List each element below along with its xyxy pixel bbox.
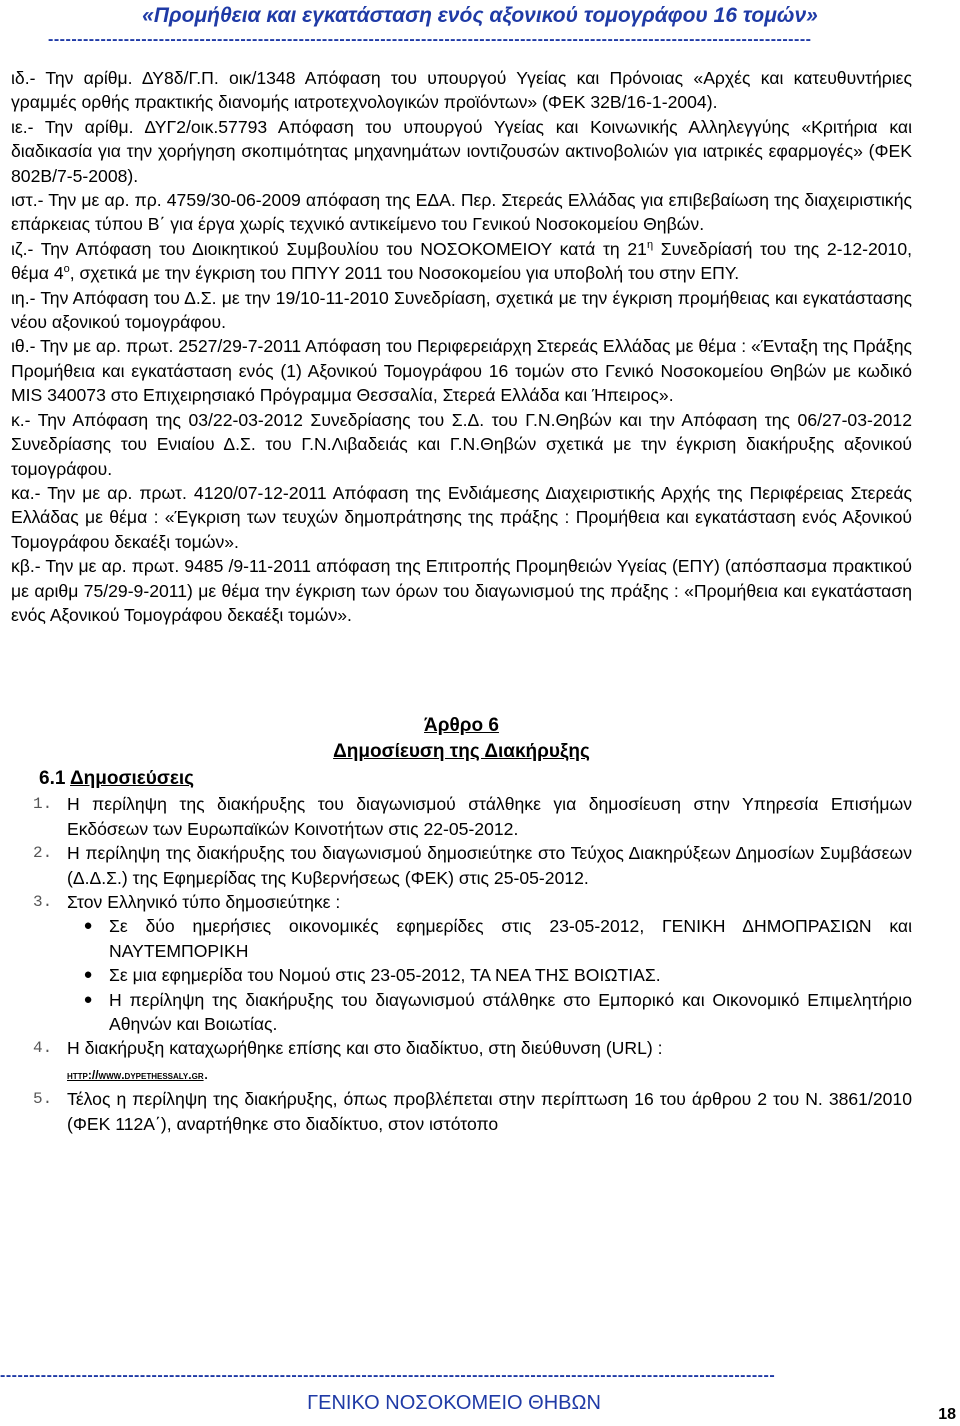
- list-item-text: Στον Ελληνικό τύπο δημοσιεύτηκε :: [67, 891, 341, 912]
- bullet-text: Η περίληψη της διακήρυξης του διαγωνισμού στάλθηκε στο Εμπορικό και Οικονομικό Επιμελητήριο Αθηνών και Βοιωτίας.: [109, 989, 912, 1034]
- section-number: 6.1: [39, 768, 66, 790]
- list-item: [11, 1087, 912, 1136]
- bullet-item: [11, 988, 912, 1037]
- bullet-item: [11, 963, 912, 987]
- header-divider: -----------------------------------------------------------------------------------------------------------------------------------: [48, 32, 812, 48]
- document-body: [11, 66, 912, 1136]
- footer-text: ΓΕΝΙΚΟ ΝΟΣΟΚΟΜΕΙΟ ΘΗΒΩΝ: [307, 1392, 601, 1414]
- list-number: 2.: [33, 844, 53, 863]
- list-item-text: Η διακήρυξη καταχωρήθηκε επίσης και στο διαδίκτυο, στη διεύθυνση (URL) :: [67, 1038, 663, 1059]
- bullet-item: [11, 914, 912, 963]
- page-number: 18: [938, 1406, 956, 1423]
- list-item-text: Η περίληψη της διακήρυξης του διαγωνισμού δημοσιεύτηκε στο Τεύχος Διακηρύξεων Δημοσίων Συμβάσεων (Δ.Δ.Σ.) της Εφημερίδας της Κυβερνήσεως (ΦΕΚ) στις 25-05-2012.: [67, 843, 912, 888]
- document-header-title: «Προμήθεια και εγκατάσταση ενός αξονικού τομογράφου 16 τομών»: [142, 4, 818, 27]
- paragraph-kb: κβ.- Την με αρ. πρωτ. 9485 /9-11-2011 απόφαση της Επιτροπής Προμηθειών Υγείας (ΕΠΥ) (απόσπασμα πρακτικού με αριθμ 75/29-9-2011) με θέμα την έγκριση των όρων του διαγωνισμού της πράξης : «Προμήθεια και εγκατάσταση ενός Αξονικού Τομογράφου δεκαέξι τομών».: [11, 556, 912, 625]
- bullet-text: Σε μια εφημερίδα του Νομού στις 23-05-2012, ΤΑ ΝΕΑ ΤΗΣ ΒΟΙΩΤΙΑΣ.: [109, 965, 661, 986]
- list-number: 4.: [33, 1039, 53, 1058]
- list-item-text: Τέλος η περίληψη της διακήρυξης, όπως προβλέπεται στην περίπτωση 16 του άρθρου 2 του Ν. 3861/2010 (ΦΕΚ 112Α΄), αναρτήθηκε στο διαδίκτυο, στον ιστότοπο: [67, 1089, 912, 1134]
- superscript-eta: η: [646, 238, 654, 251]
- list-item: [11, 792, 912, 841]
- list-number: 3.: [33, 892, 53, 911]
- article-subtitle: Δημοσίευση της Διακήρυξης: [333, 741, 590, 763]
- paragraph-iz-part-a: ιζ.- Την Απόφαση του Διοικητικού Συμβουλίου του ΝΟΣΟΚΟΜΕΙΟΥ κατά τη 21: [11, 238, 647, 259]
- paragraph-k: κ.- Την Απόφαση της 03/22-03-2012 Συνεδρίασης του Σ.Δ. του Γ.Ν.Θηβών και την Απόφαση της 06/27-03-2012 Συνεδρίασης του Ενιαίου Δ.Σ. του Γ.Ν.Λιβαδειάς και Γ.Ν.Θηβών σχετικά με την έγκριση διακήρυξης αξονικού τομογράφου.: [11, 409, 912, 479]
- website-link[interactable]: http://www.dypethessaly.gr: [67, 1067, 204, 1082]
- paragraph-iz-part-b: Συνεδρίασή του της 2-12-2010, θέμα 4: [11, 238, 912, 284]
- list-item: [11, 890, 912, 914]
- list-item-text: Η περίληψη της διακήρυξης του διαγωνισμού στάλθηκε για δημοσίευση στην Υπηρεσία Επισήμων Εκδόσεων των Ευρωπαϊκών Κοινοτήτων στις 22-05-2012.: [67, 794, 912, 839]
- list-item: [11, 1036, 912, 1087]
- section-spacer: [11, 627, 912, 713]
- paragraph-iz: [11, 237, 912, 286]
- paragraph-id: ιδ.- Την αρίθμ. ΔΥ8δ/Γ.Π. οικ/1348 Απόφαση του υπουργού Υγείας και Πρόνοιας «Αρχές και κατευθυντήριες γραμμές ορθής πρακτικής διανομής ιατροτεχνολογικών προϊόντων» (ΦΕΚ 32Β/16-1-2004).: [11, 68, 912, 113]
- url-period: .: [203, 1062, 209, 1083]
- bullet-icon: ●: [83, 990, 93, 1008]
- paragraph-ith: ιθ.- Την με αρ. πρωτ. 2527/29-7-2011 Απόφαση του Περιφερειάρχη Στερεάς Ελλάδας με θέμα : «Ένταξη της Πράξης Προμήθεια και εγκατάσταση ενός (1) Αξονικού Τομογράφου 16 τομών στο Γενικό Νοσοκομείου Θηβών με κωδικό MIS 340073 στο Επιχειρησιακό Πρόγραμμα Θεσσαλία, Στερεά Ελλάδα και Ήπειρος».: [11, 336, 912, 406]
- footer-divider: -------------------------------------------------------------------------------------------------------------------------------------: [0, 1368, 776, 1384]
- bullet-icon: ●: [83, 966, 93, 984]
- list-number: 1.: [33, 795, 53, 814]
- paragraph-ie: ιε.- Την αρίθμ. ΔΥΓ2/οικ.57793 Απόφαση του υπουργού Υγείας και Κοινωνικής Αλληλεγγύης «Κριτήρια και διαδικασία για την χορήγηση σκοπιμότητας μηχανημάτων ιοντιζουσών ακτινοβολιών για ιατρικές εφαρμογές» (ΦΕΚ 802Β/7-5-2008).: [11, 116, 912, 186]
- section-heading: [11, 765, 912, 792]
- list-item: [11, 841, 912, 890]
- superscript-omicron: ο: [63, 263, 70, 276]
- article-title: Άρθρο 6: [424, 715, 499, 737]
- paragraph-ka: κα.- Την με αρ. πρωτ. 4120/07-12-2011 Απόφαση της Ενδιάμεσης Διαχειριστικής Αρχής της Περιφέρειας Στερεάς Ελλάδας με θέμα : «Έγκριση των τευχών δημοπράτησης της πράξης : Προμήθεια και εγκατάσταση ενός Αξονικού Τομογράφου δεκαέξι τομών».: [11, 482, 912, 552]
- list-item-text-container: [67, 1036, 912, 1087]
- paragraph-ih: ιη.- Την Απόφαση του Δ.Σ. με την 19/10-11-2010 Συνεδρίαση, σχετικά με την έγκριση προμήθειας και εγκατάστασης νέου αξονικού τομογράφου.: [11, 287, 912, 333]
- section-title: Δημοσιεύσεις: [70, 768, 195, 790]
- paragraph-ist: ιστ.- Την με αρ. πρ. 4759/30-06-2009 απόφαση της ΕΔΑ. Περ. Στερεάς Ελλάδας για επιβεβαίωση της διαχειριστικής επάρκειας τύπου Β΄ για έργα χωρίς τεχνικό αντικείμενο του Γενικού Νοσοκομείου Θηβών.: [11, 190, 912, 235]
- bullet-icon: ●: [83, 917, 93, 935]
- bullet-text: Σε δύο ημερήσιες οικονομικές εφημερίδες στις 23-05-2012, ΓΕΝΙΚΗ ΔΗΜΟΠΡΑΣΙΩΝ και ΝΑΥΤΕΜΠΟΡΙΚΗ: [109, 916, 912, 961]
- list-number: 5.: [33, 1090, 53, 1109]
- paragraph-iz-part-c: , σχετικά με την έγκριση του ΠΠΥΥ 2011 του Νοσοκομείου για υποβολή του στην ΕΠΥ.: [69, 263, 740, 284]
